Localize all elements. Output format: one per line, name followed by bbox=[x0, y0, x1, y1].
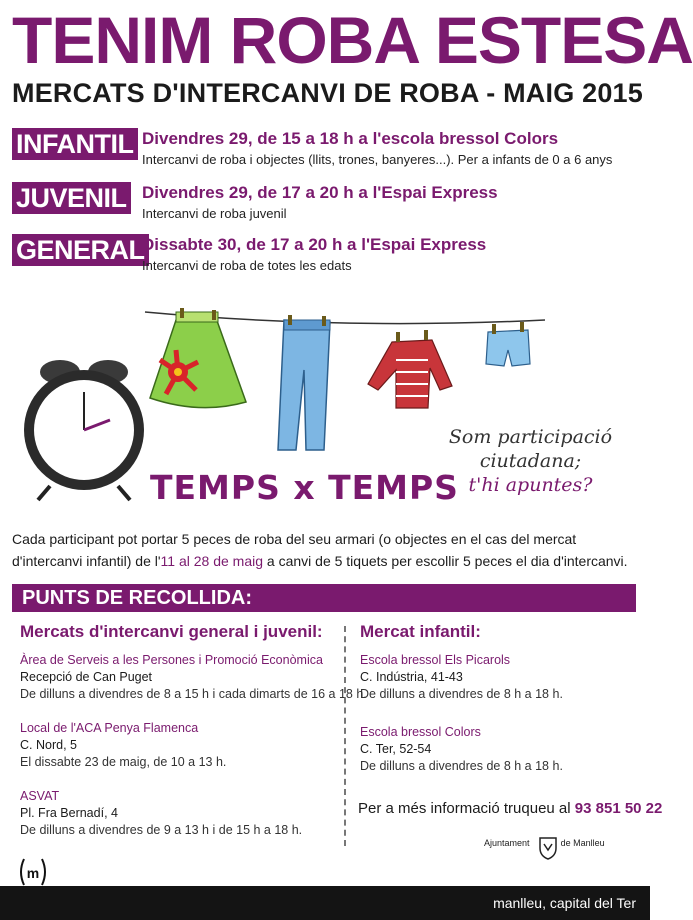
event-when-where: Dissabte 30, de 17 a 20 h a l'Espai Express bbox=[142, 235, 487, 254]
green-skirt-icon bbox=[150, 312, 246, 408]
place-address: C. Indústria, 41-43 bbox=[360, 670, 463, 684]
footer-slogan: manlleu, capital del Ter bbox=[493, 895, 636, 911]
slogan-line: Som participació bbox=[448, 426, 613, 448]
collection-place bbox=[360, 652, 563, 703]
striped-sweater-icon bbox=[368, 340, 452, 408]
temps-x-temps-logo: TEMPS x TEMPS bbox=[150, 468, 459, 507]
slogan-line: t'hi apuntes? bbox=[468, 474, 593, 496]
collection-place bbox=[20, 720, 226, 771]
collection-right-column bbox=[360, 622, 481, 642]
collection-points-heading: PUNTS DE RECOLLIDA: bbox=[12, 584, 636, 612]
collection-place bbox=[20, 652, 367, 703]
more-info bbox=[358, 800, 662, 817]
intro-paragraph bbox=[12, 528, 642, 572]
column-title: Mercats d'intercanvi general i juvenil: bbox=[20, 622, 323, 641]
alarm-clock-icon bbox=[24, 360, 144, 500]
ajuntament-label: de Manlleu bbox=[560, 838, 605, 848]
collection-place bbox=[20, 788, 302, 839]
shorts-icon bbox=[486, 330, 530, 366]
shield-icon bbox=[538, 836, 558, 860]
manlleu-m-logo-icon bbox=[16, 855, 50, 889]
place-address: Pl. Fra Bernadí, 4 bbox=[20, 806, 118, 820]
event-when-where: Divendres 29, de 15 a 18 h a l'escola bressol Colors bbox=[142, 129, 559, 148]
place-name: Local de l'ACA Penya Flamenca bbox=[20, 721, 199, 735]
intro-dates: 11 al 28 de maig bbox=[160, 553, 264, 569]
place-hours: De dilluns a divendres de 8 h a 18 h. bbox=[360, 687, 563, 701]
event-badge: JUVENIL bbox=[12, 182, 131, 214]
place-name: Escola bressol Colors bbox=[360, 725, 481, 739]
column-title: Mercat infantil: bbox=[360, 622, 481, 641]
event-when-where: Divendres 29, de 17 a 20 h a l'Espai Express bbox=[142, 183, 498, 202]
collection-left-column bbox=[20, 622, 323, 642]
jeans-icon bbox=[278, 320, 330, 450]
place-name: Àrea de Serveis a les Persones i Promoció Econòmica bbox=[20, 653, 323, 667]
place-hours: De dilluns a divendres de 9 a 13 h i de 15 h a 18 h. bbox=[20, 823, 303, 837]
place-address: Recepció de Can Puget bbox=[20, 670, 153, 684]
poster-subtitle: MERCATS D'INTERCANVI DE ROBA - MAIG 2015 bbox=[12, 78, 643, 108]
collection-place bbox=[360, 724, 563, 775]
svg-text:m: m bbox=[26, 865, 40, 881]
info-text: Per a més informació truqueu al bbox=[358, 800, 575, 817]
event-badge: GENERAL bbox=[12, 234, 149, 266]
place-address: C. Ter, 52-54 bbox=[360, 742, 432, 756]
place-hours: El dissabte 23 de maig, de 10 a 13 h. bbox=[20, 755, 227, 769]
place-hours: De dilluns a divendres de 8 h a 18 h. bbox=[360, 759, 563, 773]
place-address: C. Nord, 5 bbox=[20, 738, 77, 752]
ajuntament-label: Ajuntament bbox=[484, 838, 530, 848]
slogan-line: ciutadana; bbox=[479, 450, 582, 472]
event-description: Intercanvi de roba de totes les edats bbox=[142, 258, 352, 273]
event-badge: INFANTIL bbox=[12, 128, 138, 160]
event-description: Intercanvi de roba juvenil bbox=[142, 206, 287, 221]
phone-number: 93 851 50 22 bbox=[574, 800, 663, 817]
poster-title: TENIM ROBA ESTESA bbox=[12, 3, 693, 77]
intro-text: Cada participant pot portar 5 peces de roba del seu armari (o objectes en el cas del mercat d'intercanvi infantil) de l' bbox=[12, 531, 577, 569]
footer-bar bbox=[0, 886, 650, 920]
place-name: ASVAT bbox=[20, 789, 60, 803]
column-divider bbox=[344, 626, 346, 846]
event-description: Intercanvi de roba i objectes (llits, trones, banyeres...). Per a infants de 0 a 6 anys bbox=[142, 152, 613, 167]
intro-text: a canvi de 5 tiquets per escollir 5 peces el dia d'intercanvi. bbox=[263, 553, 628, 569]
place-hours: De dilluns a divendres de 8 a 15 h i cada dimarts de 16 a 18 h. bbox=[20, 687, 367, 701]
place-name: Escola bressol Els Picarols bbox=[360, 653, 511, 667]
